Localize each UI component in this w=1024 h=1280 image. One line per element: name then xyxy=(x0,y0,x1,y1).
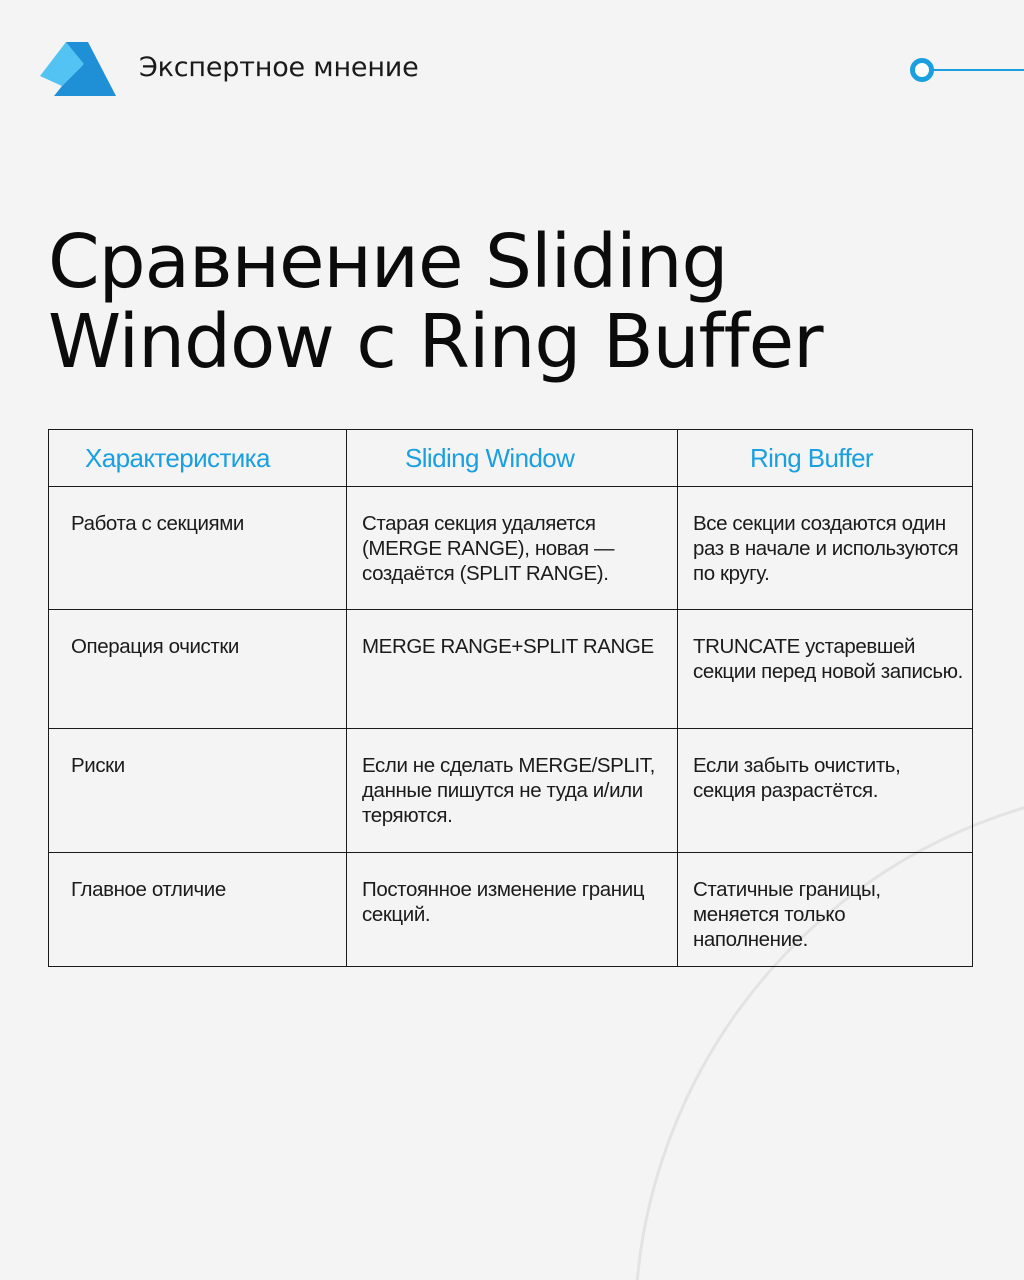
row-label: Работа с секциями xyxy=(49,487,347,610)
sliding-window-cell: Постоянное изменение границ секций. xyxy=(347,853,678,967)
comparison-table xyxy=(48,429,973,967)
brand-label: Экспертное мнение xyxy=(139,52,419,83)
column-header-characteristic: Характеристика xyxy=(49,430,347,487)
column-header-sliding-window: Sliding Window xyxy=(347,430,678,487)
table-row xyxy=(49,487,973,610)
ring-buffer-cell: Статичные границы, меняется только наполнение. xyxy=(678,853,973,967)
sliding-window-cell: MERGE RANGE+SPLIT RANGE xyxy=(347,610,678,729)
page-title: Сравнение Sliding Window с Ring Buffer xyxy=(48,219,823,385)
ring-buffer-cell: TRUNCATE устаревшей секции перед новой записью. xyxy=(678,610,973,729)
table-header-row xyxy=(49,430,973,487)
table-row xyxy=(49,853,973,967)
row-label: Операция очистки xyxy=(49,610,347,729)
triangle-logo-icon xyxy=(40,40,116,98)
slide-indicator-icon xyxy=(908,56,1024,84)
table-row xyxy=(49,729,973,853)
row-label: Главное отличие xyxy=(49,853,347,967)
sliding-window-cell: Если не сделать MERGE/SPLIT, данные пишутся не туда и/или теряются. xyxy=(347,729,678,853)
ring-buffer-cell: Все секции создаются один раз в начале и используются по кругу. xyxy=(678,487,973,610)
ring-buffer-cell: Если забыть очистить, секция разрастётся. xyxy=(678,729,973,853)
table-row xyxy=(49,610,973,729)
column-header-ring-buffer: Ring Buffer xyxy=(678,430,973,487)
sliding-window-cell: Старая секция удаляется (MERGE RANGE), новая — создаётся (SPLIT RANGE). xyxy=(347,487,678,610)
row-label: Риски xyxy=(49,729,347,853)
